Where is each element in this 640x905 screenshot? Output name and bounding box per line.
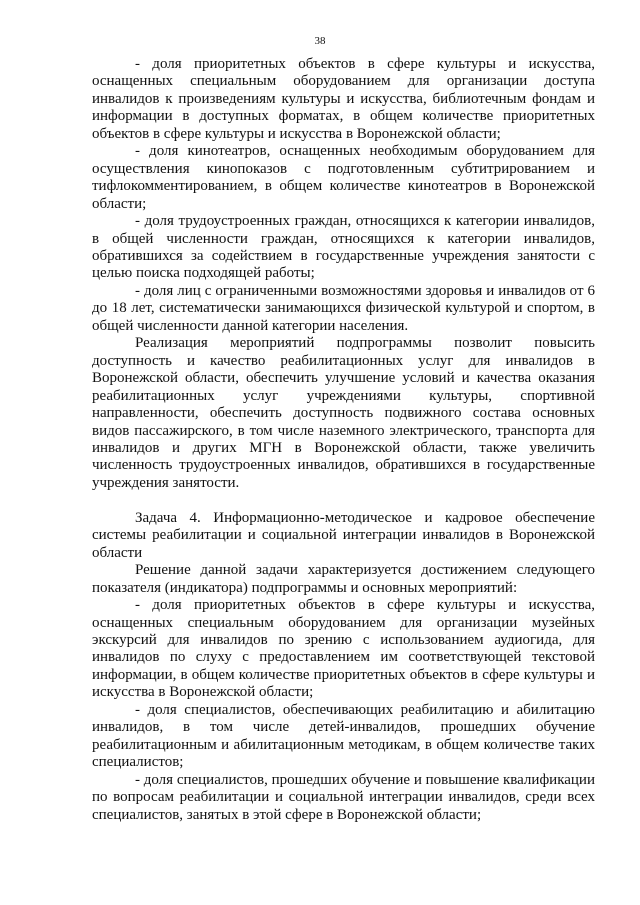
paragraph-indicator-museum-tours: - доля приоритетных объектов в сфере культуры и искусства, оснащенных специальным оборудованием для организации музейных экскурсий для инвалидов по зрению с использованием аудиогида, для инвалидов по слуху с предоставлением им соответствующей текстовой информации, в общем количестве приоритетных объектов в сфере культуры и искусства в Воронежской области; [92,597,595,701]
paragraph-indicator-rehab-specialists: - доля специалистов, обеспечивающих реабилитацию и абилитацию инвалидов, в том числе детей-инвалидов, прошедших обучение реабилитационным и абилитационным методикам, в общем количестве таких специалистов; [92,701,595,771]
paragraph-indicator-employed-disabled: - доля трудоустроенных граждан, относящихся к категории инвалидов, в общей численности граждан, относящихся к категории инвалидов, обратившихся за содействием в государственные учреждения занятости с целью поиска подходящей работы; [92,213,595,282]
paragraph-implementation-outcome: Реализация мероприятий подпрограммы позволит повысить доступность и качество реабилитационных услуг для инвалидов в Воронежской области, обеспечить улучшение условий и качества оказания реабилитационных услуг учреждениями культуры, спортивной направленности, обеспечить доступность подвижного состава основных видов пассажирского, в том числе наземного электрического, транспорта для инвалидов и других МГН в Воронежской области, также увеличить численность трудоустроенных инвалидов, обратившихся в государственные учреждения занятости. [92,335,595,491]
document-body [92,56,595,824]
paragraph-indicator-sports-youth: - доля лиц с ограниченными возможностями здоровья и инвалидов от 6 до 18 лет, систематически занимающихся физической культурой и спортом, в общей численности данной категории населения. [92,282,595,334]
page-number: 38 [314,35,326,47]
paragraph-indicator-trained-specialists: - доля специалистов, прошедших обучение и повышение квалификации по вопросам реабилитации и социальной интеграции инвалидов, среди всех специалистов, занятых в этой сфере в Воронежской области; [92,771,595,823]
task-4-heading: Задача 4. Информационно-методическое и кадровое обеспечение системы реабилитации и социальной интеграции инвалидов в Воронежской области [92,509,595,561]
paragraph-indicator-cinemas: - доля кинотеатров, оснащенных необходимым оборудованием для осуществления кинопоказов с подготовленным субтитрированием и тифлокомментированием, в общем количестве кинотеатров в Воронежской области; [92,143,595,212]
paragraph-task-solution: Решение данной задачи характеризуется достижением следующего показателя (индикатора) подпрограммы и основных мероприятий: [92,562,595,596]
paragraph-indicator-culture-objects: - доля приоритетных объектов в сфере культуры и искусства, оснащенных специальным оборудованием для организации доступа инвалидов к произведениям культуры и искусства, библиотечным фондам и информации в доступных форматах, в общем количестве приоритетных объектов в сфере культуры и искусства в Воронежской области; [92,56,595,142]
